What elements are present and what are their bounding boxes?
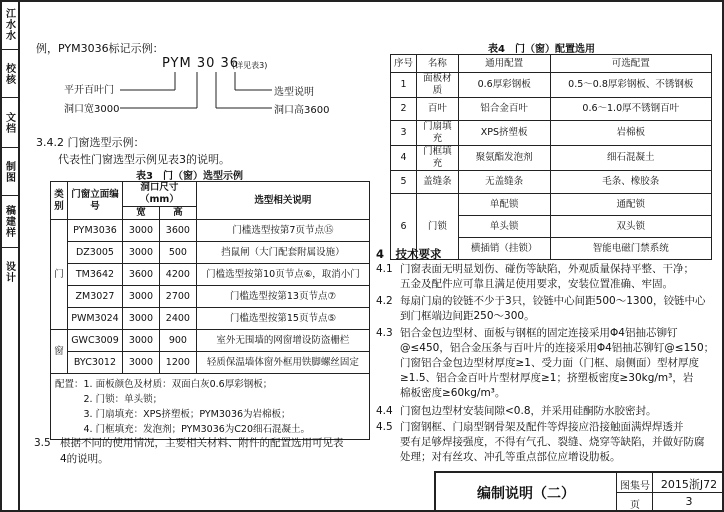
cell-code: TM3642: [67, 264, 122, 286]
item-line: 门窗钢框、门扇型钢骨架及配件等焊接应沿接触面满焊焊透并: [400, 421, 684, 433]
table4-header-row: [391, 55, 712, 73]
item-num: 4.2: [376, 295, 393, 307]
sidebar-cell: [0, 196, 18, 248]
title-divider: [616, 492, 724, 493]
cell-common: 单头锁: [458, 216, 550, 238]
atlas-number: 2015浙J72: [660, 478, 718, 491]
cell-optional: 细石混凝土: [550, 146, 711, 171]
cell-common: 单配锁: [458, 194, 550, 216]
cell-width: 3000: [122, 308, 159, 330]
title-block: [434, 471, 724, 512]
cell-note: 轻质保温墙体窗外框用铁脚螺丝固定: [196, 352, 369, 374]
item-line: 要有足够焊接强度，不得有气孔、裂缝、烧穿等缺陷，并做好防腐: [400, 436, 705, 448]
label-door-type: 平开百叶门: [64, 85, 114, 96]
th-optional: 可选配置: [550, 55, 711, 73]
item-line: ≥1.5、铝合金百叶片型材厚度≥1；挤塑板密度≥30kg/m³，岩: [400, 372, 694, 384]
th-note: 选型相关说明: [196, 182, 369, 220]
cell-height: 1200: [159, 352, 196, 374]
table-row: [51, 220, 370, 242]
th-height: 高: [159, 207, 196, 220]
label-width: 洞口宽3000: [64, 104, 120, 115]
th-size: 洞口尺寸（mm）: [122, 182, 196, 207]
section-342-title: 3.4.2 门窗选型示例：: [36, 136, 145, 149]
cell-no: 5: [391, 171, 417, 194]
cell-code: BYC3012: [67, 352, 122, 374]
table-row: [391, 194, 712, 216]
table3-config: [51, 374, 370, 440]
table3-caption: 表3 门（窗）选型示例: [136, 171, 243, 182]
item-line: 五金及配件应可靠且满足使用要求，安装位置准确、牢固。: [400, 278, 673, 290]
cell-height: 2700: [159, 286, 196, 308]
item-num: 4.5: [376, 421, 393, 433]
drawing-title: 编制说明（二）: [477, 486, 575, 502]
cell-note: 室外无围墙的网窗增设防盗栅栏: [196, 330, 369, 352]
cell-name: 盖缝条: [416, 171, 458, 194]
config-line: 2. 门锁：单头锁；: [55, 393, 163, 405]
config-line: 4. 门框填充：发泡剂；PYM3036为C20细石混凝土。: [55, 423, 311, 435]
th-name: 名称: [416, 55, 458, 73]
cell-optional: 双头锁: [550, 216, 711, 238]
table-row: [391, 73, 712, 98]
cell-optional: 毛条、橡胶条: [550, 171, 711, 194]
table-row: [51, 330, 370, 352]
cell-common: 无盖缝条: [458, 171, 550, 194]
cell-common: 横插销（挂锁）: [458, 238, 550, 260]
th-no: 序号: [391, 55, 417, 73]
item-line: 门窗表面无明显划伤、碰伤等缺陷，外观质量保持平整、干净；: [400, 263, 694, 275]
cell-common: 聚氨酯发泡剂: [458, 146, 550, 171]
section-342-desc: 代表性门窗选型示例见表3的说明。: [58, 153, 230, 166]
cell-width: 3000: [122, 330, 159, 352]
class-window: 窗: [51, 330, 68, 374]
item-num: 4.3: [376, 327, 393, 339]
cell-common: 铝合金百叶: [458, 98, 550, 121]
table-row: [391, 146, 712, 171]
item-line: 门窗包边型材安装间隙<0.8，并采用硅酮防水胶密封。: [400, 405, 657, 417]
cell-optional: 岩棉板: [550, 121, 711, 146]
table-row: [51, 286, 370, 308]
th-width: 宽: [122, 207, 159, 220]
table4-caption: 表4 门（窗）配置选用: [488, 44, 595, 55]
table-row: [51, 352, 370, 374]
th-common: 通用配置: [458, 55, 550, 73]
config-line: 配置：1. 面板颜色及材质：双面白灰0.6厚彩钢板；: [55, 378, 273, 390]
item-line: @≤450，铝合金压条与百叶片的连接采用Φ4铝抽芯铆钉@≤150；: [400, 342, 715, 354]
table-row: [391, 171, 712, 194]
sidebar-text: 文档: [3, 111, 15, 134]
example-heading: 例，PYM3036标记示例：: [36, 42, 164, 55]
item-line: 棉板密度≥60kg/m³。: [400, 387, 506, 399]
cell-width: 3000: [122, 286, 159, 308]
table-row: [51, 242, 370, 264]
cell-name: 门扇填充: [416, 121, 458, 146]
item-num: 4.4: [376, 405, 393, 417]
item-line: 处理；对有丝攻、冲孔等重点部位应增设肋板。: [400, 451, 621, 463]
cell-width: 3600: [122, 264, 159, 286]
table-row: [51, 308, 370, 330]
section-35-num: 3.5: [34, 437, 51, 449]
example-code-note: (详见表3): [232, 61, 268, 70]
cell-height: 500: [159, 242, 196, 264]
config-line: 3. 门扇填充：XPS挤塑板；PYM3036为岩棉板；: [55, 408, 291, 420]
cell-no: 6: [391, 194, 417, 260]
cell-name: 百叶: [416, 98, 458, 121]
cell-code: PWM3024: [67, 308, 122, 330]
example-code: PYM 30 36: [162, 56, 240, 71]
sidebar-text: 设计: [3, 261, 15, 283]
table-row: [51, 264, 370, 286]
table-row: [391, 121, 712, 146]
cell-optional: 通配锁: [550, 194, 711, 216]
cell-note: 挡鼠闸（大门配套附属设施）: [196, 242, 369, 264]
signoff-sidebar: [0, 0, 20, 512]
th-code: 门窗立面编号: [67, 182, 122, 220]
sidebar-text: 江水水: [3, 8, 15, 41]
cell-name: 门框填充: [416, 146, 458, 171]
sidebar-text: 稿建样: [3, 205, 15, 238]
cell-note: 门槛选型按第7页节点⑮: [196, 220, 369, 242]
sidebar-cell: [0, 148, 18, 196]
table4: [390, 54, 712, 260]
class-door: 门: [51, 220, 68, 330]
section-4-heading: 4 技术要求: [376, 247, 442, 261]
cell-code: ZM3027: [67, 286, 122, 308]
cell-no: 2: [391, 98, 417, 121]
label-height: 洞口高3600: [274, 105, 330, 116]
section-35-line: 4的说明。: [60, 453, 109, 465]
label-model: 选型说明: [274, 87, 314, 98]
cell-common: 0.6厚彩钢板: [458, 73, 550, 98]
cell-no: 3: [391, 121, 417, 146]
cell-height: 900: [159, 330, 196, 352]
cell-width: 3000: [122, 242, 159, 264]
cell-common: XPS挤塑板: [458, 121, 550, 146]
cell-optional: 智能电磁门禁系统: [550, 238, 711, 260]
th-class: 类别: [51, 182, 68, 220]
cell-name: 面板材质: [416, 73, 458, 98]
cell-note: 门槛选型按第15页节点⑤: [196, 308, 369, 330]
sidebar-cell: [0, 248, 18, 296]
cell-code: DZ3005: [67, 242, 122, 264]
sidebar-cell: [0, 50, 18, 98]
item-line: 铝合金包边型材、面板与钢框的固定连接采用Φ4铝抽芯铆钉: [400, 327, 678, 339]
cell-no: 1: [391, 73, 417, 98]
cell-width: 3000: [122, 352, 159, 374]
cell-height: 4200: [159, 264, 196, 286]
cell-height: 2400: [159, 308, 196, 330]
table3-config-row: [51, 374, 370, 440]
item-line: 门窗铝合金包边型材厚度≥1、受力面（门框、扇侧面）型材厚度: [400, 357, 699, 369]
sidebar-text: 制图: [3, 160, 15, 183]
table3: [50, 181, 370, 440]
cell-note: 门槛选型按第13页节点⑦: [196, 286, 369, 308]
item-num: 4.1: [376, 263, 393, 275]
cell-code: PYM3036: [67, 220, 122, 242]
cell-optional: 0.5～0.8厚彩钢板、不锈钢板: [550, 73, 711, 98]
cell-height: 3600: [159, 220, 196, 242]
page-number: 3: [685, 495, 693, 508]
table3-header-row: [51, 182, 370, 207]
item-line: 到门框端边间距250～300。: [400, 310, 535, 322]
cell-code: GWC3009: [67, 330, 122, 352]
cell-width: 3000: [122, 220, 159, 242]
sidebar-cell: [0, 0, 18, 50]
sidebar-text: 校核: [3, 62, 15, 85]
cell-name: 门锁: [416, 194, 458, 260]
item-line: 每扇门扇的铰链不少于3只，铰链中心间距500～1300，铰链中心: [400, 295, 706, 307]
table-row: [391, 98, 712, 121]
section-35-line: 根据不同的使用情况，主要相关材料、附件的配置选用可见表: [60, 437, 344, 449]
sidebar-cell: [0, 98, 18, 148]
cell-optional: 0.6～1.0厚不锈钢百叶: [550, 98, 711, 121]
atlas-label: 图集号: [620, 481, 650, 492]
page-label: 页: [630, 500, 640, 511]
cell-no: 4: [391, 146, 417, 171]
cell-note: 门槛选型按第10页节点⑥，取消小门: [196, 264, 369, 286]
